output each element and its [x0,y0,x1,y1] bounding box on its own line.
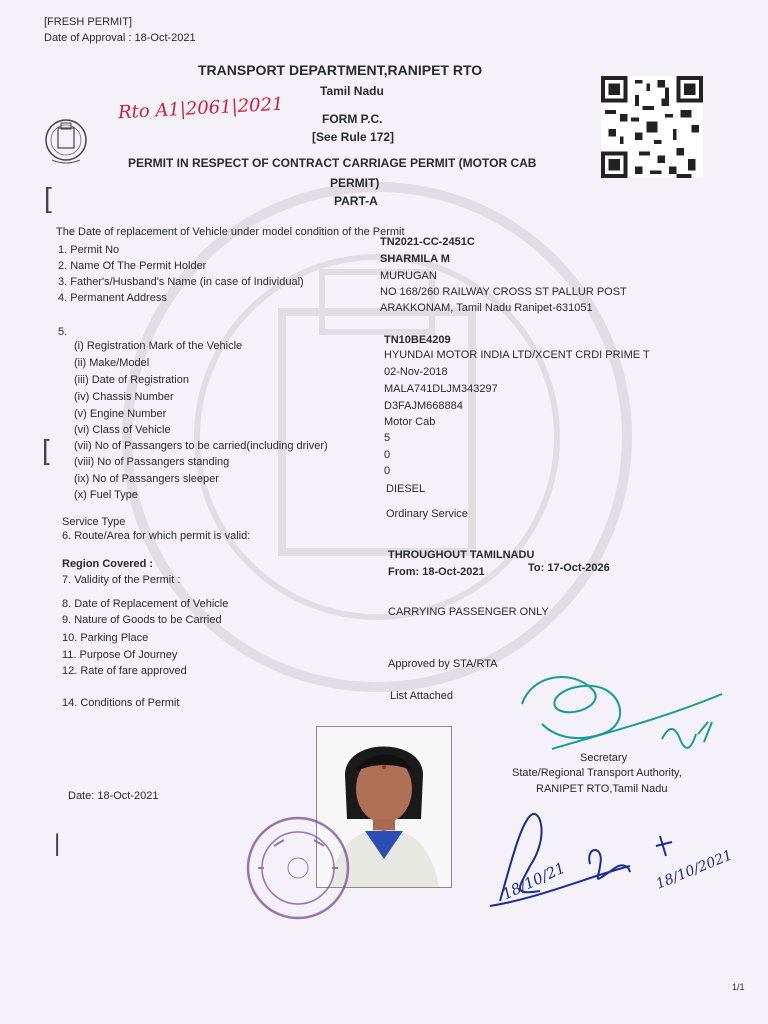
vehicle-label: (v) Engine Number [74,408,167,420]
goods-label: 9. Nature of Goods to be Carried [62,614,222,626]
vehicle-label: (vii) No of Passangers to be carried(including driver) [74,440,328,452]
conditions-label: 14. Conditions of Permit [62,697,180,709]
margin-bracket: [ [42,434,50,465]
region-label: Region Covered : [62,558,154,570]
holder-name-value: SHARMILA M [380,253,450,265]
father-name-value: MURUGAN [380,270,437,282]
father-name-label: 3. Father's/Husband's Name (in case of Individual) [58,276,304,288]
rule-reference: [See Rule 172] [312,130,395,144]
vehicle-label: (ix) No of Passangers sleeper [74,473,219,485]
vehicle-value: D3FAJM668884 [384,400,463,412]
intro-text: The Date of replacement of Vehicle under model condition of the Permit [56,226,405,238]
vehicle-value: MALA741DLJM343297 [384,383,498,395]
vehicle-label: (vi) Class of Vehicle [74,424,171,436]
permit-title-line1: PERMIT IN RESPECT OF CONTRACT CARRIAGE PERMIT (MOTOR CAB [128,156,537,170]
replacement-date-label: 8. Date of Replacement of Vehicle [62,598,229,610]
vehicle-value: 5 [384,432,391,444]
signature-date-2: 18/10/2021 [653,847,735,893]
vehicle-label: (i) Registration Mark of the Vehicle [74,340,243,352]
tamilnadu-emblem-icon [44,108,88,178]
permit-title-line2: PERMIT) [330,176,380,190]
issue-date: Date: 18-Oct-2021 [68,790,159,802]
goods-value: CARRYING PASSENGER ONLY [388,606,549,618]
vehicle-value: TN10BE4209 [384,334,451,346]
journey-purpose-label: 11. Purpose Of Journey [62,649,178,661]
permit-no-value: TN2021-CC-2451C [380,236,475,248]
permit-type-tag: [FRESH PERMIT] [44,16,133,28]
parking-label: 10. Parking Place [62,632,149,644]
vehicle-value: 02-Nov-2018 [384,366,448,378]
validity-from: From: 18-Oct-2021 [388,566,485,578]
office-seal-stamp [244,806,352,926]
conditions-value: List Attached [390,690,453,702]
service-type-value: Ordinary Service [386,508,468,520]
signatory-title: Secretary [580,752,628,764]
vehicle-label: (iii) Date of Registration [74,374,189,386]
vehicle-label: (iv) Chassis Number [74,391,174,403]
address-line1: NO 168/260 RAILWAY CROSS ST PALLUR POST [380,286,627,298]
margin-bracket: | [54,830,61,857]
margin-bracket: [ [44,182,52,213]
signature-date-1: 18/10/21 [499,858,569,904]
permit-no-label: 1. Permit No [58,244,120,256]
department-title: TRANSPORT DEPARTMENT,RANIPET RTO [198,62,483,78]
validity-label: 7. Validity of the Permit : [62,574,181,586]
fare-label: 12. Rate of fare approved [62,665,187,677]
route-label: 6. Route/Area for which permit is valid: [62,530,251,542]
page-number: 1/1 [732,982,745,992]
qr-code [598,76,706,178]
state-name: Tamil Nadu [320,84,384,98]
signatory-office: RANIPET RTO,Tamil Nadu [536,783,668,795]
service-type-label: Service Type [62,516,126,528]
holder-name-label: 2. Name Of The Permit Holder [58,260,207,272]
vehicle-value: HYUNDAI MOTOR INDIA LTD/XCENT CRDI PRIME T [384,349,650,361]
vehicle-label: (ii) Make/Model [74,357,150,369]
address-label: 4. Permanent Address [58,292,167,304]
handwritten-reference: Rto A1|2061|2021 [117,93,284,124]
validity-to: To: 17-Oct-2026 [528,562,610,574]
vehicle-label: (viii) No of Passangers standing [74,456,230,468]
region-value: THROUGHOUT TAMILNADU [388,549,535,561]
approval-date: Date of Approval : 18-Oct-2021 [44,32,196,44]
form-name: FORM P.C. [322,112,383,126]
vehicle-value: 0 [384,449,391,461]
address-line2: ARAKKONAM, Tamil Nadu Ranipet-631051 [380,302,593,314]
part-label: PART-A [334,194,378,208]
vehicle-section-number: 5. [58,326,68,338]
vehicle-value: Motor Cab [384,416,436,428]
vehicle-label: (x) Fuel Type [74,489,138,501]
signatory-authority: State/Regional Transport Authority, [512,767,682,779]
vehicle-value: 0 [384,465,391,477]
fare-value: Approved by STA/RTA [388,658,498,670]
vehicle-value: DIESEL [386,483,426,495]
